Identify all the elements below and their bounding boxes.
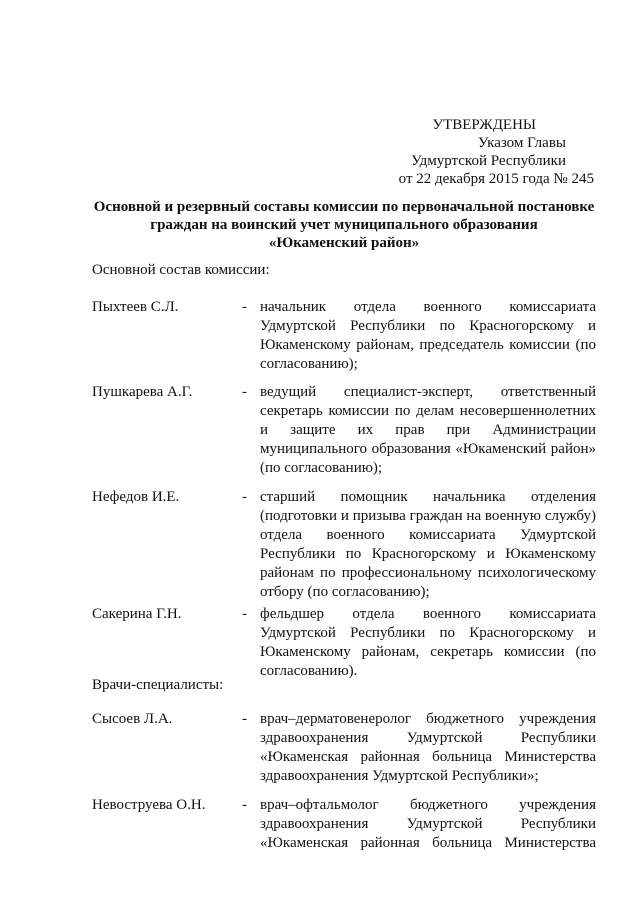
document-title bbox=[92, 198, 596, 252]
member-name: Пыхтеев С.Л. bbox=[92, 299, 179, 315]
doctor-name: Сысоев Л.А. bbox=[92, 711, 173, 727]
member-dash: - bbox=[242, 606, 247, 622]
main-section-label: Основной состав комиссии: bbox=[92, 262, 270, 278]
decree-date: от 22 декабря 2015 года № 245 bbox=[398, 171, 594, 187]
member-role: старший помощник начальника отделения (подготовки и призыва граждан на военную службу) отдела военного комиссариата Удмуртской Республики по Красногорскому и Юкаменскому районам по профессиональному психологическому отбору (по согласованию); bbox=[260, 489, 596, 600]
member-name: Сакерина Г.Н. bbox=[92, 606, 182, 622]
title-line-2: граждан на воинский учет муниципального образования bbox=[150, 217, 538, 233]
member-role: ведущий специалист-эксперт, ответственный секретарь комиссии по делам несовершеннолетних и защите их прав при Администрации муниципального образования «Юкаменский район» (по согласованию); bbox=[260, 384, 596, 476]
doctor-role: врач–дерматовенеролог бюджетного учреждения здравоохранения Удмуртской Республики «Юкаменская районная больница Министерства здравоохранения Удмуртской Республики»; bbox=[260, 711, 596, 784]
doctor-name: Невоструева О.Н. bbox=[92, 797, 206, 813]
member-dash: - bbox=[242, 384, 247, 400]
member-name: Пушкарева А.Г. bbox=[92, 384, 193, 400]
decree-line: Указом Главы bbox=[477, 135, 566, 151]
member-name: Нефедов И.Е. bbox=[92, 489, 180, 505]
doctor-dash: - bbox=[242, 711, 247, 727]
region-line: Удмуртской Республики bbox=[411, 153, 566, 169]
approval-block bbox=[300, 116, 594, 188]
member-role: фельдшер отдела военного комиссариата Удмуртской Республики по Красногорскому и Юкаменскому районам, секретарь комиссии (по согласованию). bbox=[260, 606, 596, 679]
member-role: начальник отдела военного комиссариата Удмуртской Республики по Красногорскому и Юкаменскому районам, председатель комиссии (по согласованию); bbox=[260, 299, 596, 372]
doctors-section-label: Врачи-специалисты: bbox=[92, 677, 224, 693]
member-dash: - bbox=[242, 299, 247, 315]
doctor-dash: - bbox=[242, 797, 247, 813]
title-line-1: Основной и резервный составы комиссии по первоначальной постановке bbox=[93, 199, 595, 215]
title-line-3: «Юкаменский район» bbox=[268, 235, 420, 251]
member-dash: - bbox=[242, 489, 247, 505]
approved-heading: УТВЕРЖДЕНЫ bbox=[432, 117, 536, 133]
doctor-role: врач–офтальмолог бюджетного учреждения здравоохранения Удмуртской Республики «Юкаменская районная больница Министерства bbox=[260, 797, 596, 851]
